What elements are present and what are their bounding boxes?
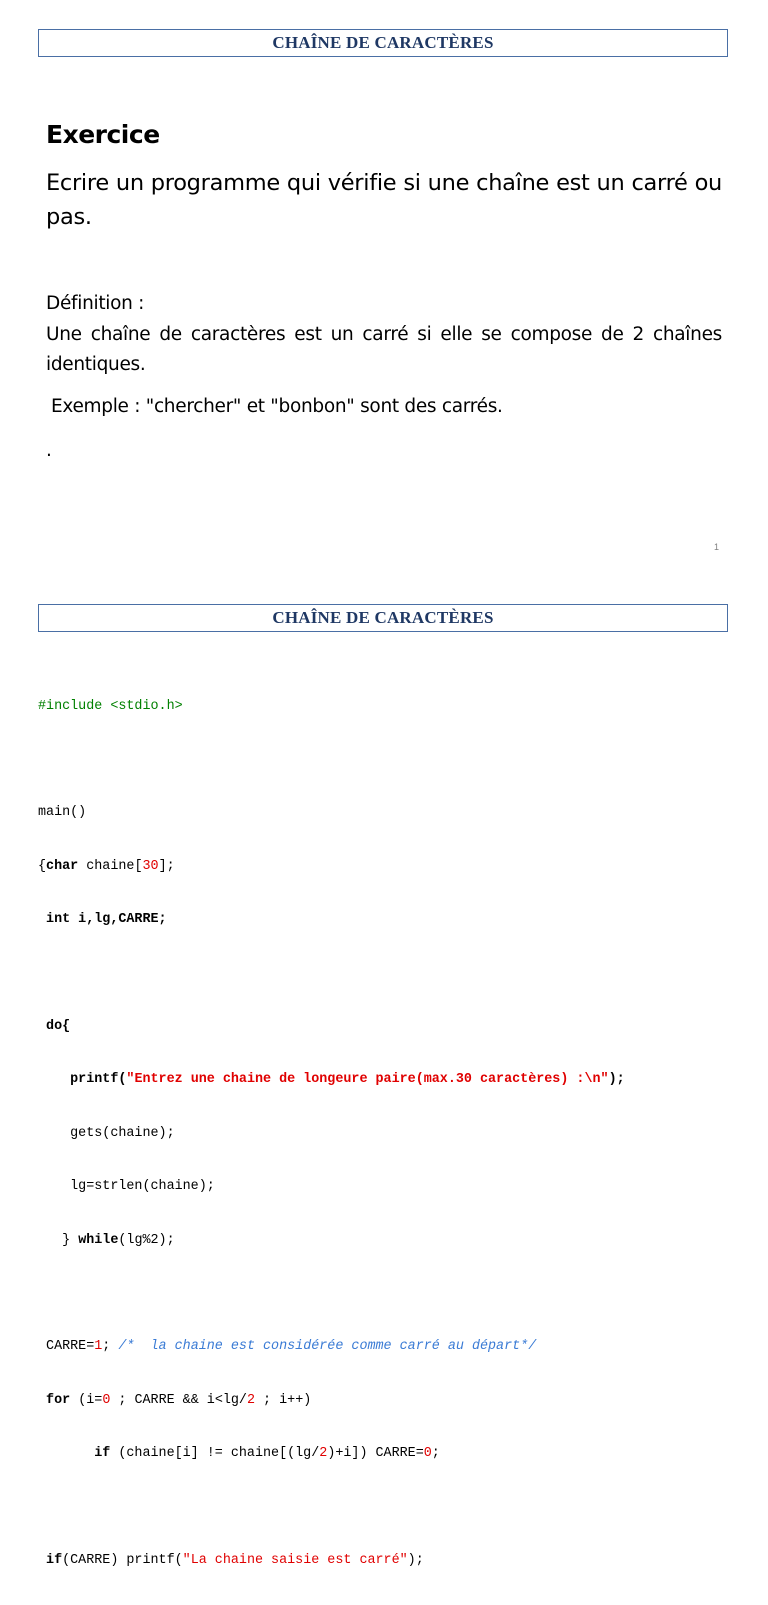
code-text: {: [38, 858, 47, 874]
code-comment: /* la chaine est considérée comme carré au départ*/: [118, 1339, 537, 1355]
slide-2: [0, 580, 768, 1568]
code-text: );: [608, 1072, 625, 1088]
exercise-statement: Ecrire un programme qui vérifie si une chaîne est un carré ou pas.: [46, 170, 722, 230]
code-blank-line: [38, 1285, 625, 1303]
code-text: }: [38, 1232, 79, 1248]
code-keyword: for: [38, 1392, 71, 1408]
code-text: ; CARRE && i<lg/: [110, 1392, 247, 1408]
code-keyword: int i,lg,CARRE;: [38, 912, 167, 928]
code-text: (i=: [70, 1392, 103, 1408]
code-number: 30: [142, 858, 159, 874]
example-text: Exemple : "chercher" et "bonbon" sont des carrés.: [51, 396, 503, 417]
code-keyword: do{: [38, 1018, 71, 1034]
code-number: 2: [246, 1392, 256, 1408]
code-text: );: [407, 1552, 424, 1568]
code-line: [38, 1071, 625, 1089]
code-text: chaine[: [78, 858, 143, 874]
code-line: [38, 804, 625, 822]
include-directive: #include <stdio.h>: [38, 698, 183, 714]
slide-1: [0, 0, 768, 580]
code-line: [38, 1338, 625, 1356]
code-text: gets(chaine);: [38, 1125, 175, 1141]
code-blank-line: [38, 751, 625, 769]
code-number: 2: [319, 1446, 328, 1462]
code-text: CARRE=: [38, 1339, 95, 1355]
code-blank-line: [38, 1498, 625, 1516]
exercise-heading: Exercice: [46, 120, 160, 149]
code-text: (CARRE) printf(: [62, 1552, 183, 1568]
slide-title: CHAÎNE DE CARACTÈRES: [38, 604, 728, 632]
slide-title: CHAÎNE DE CARACTÈRES: [38, 29, 728, 57]
code-text: ; i++): [255, 1392, 312, 1408]
definition-label: Définition :: [46, 293, 145, 314]
code-line: [38, 1392, 625, 1410]
code-blank-line: [38, 965, 625, 983]
trailing-dot: .: [46, 440, 52, 461]
code-text: ;: [431, 1446, 440, 1462]
code-text: (chaine[i] != chaine[(lg/: [110, 1446, 320, 1462]
code-text: printf(: [38, 1072, 127, 1088]
code-keyword: if: [94, 1446, 111, 1462]
code-listing: [38, 662, 625, 1605]
page-number: 1: [714, 542, 720, 552]
code-number: 0: [102, 1392, 111, 1408]
code-text: (lg%2);: [118, 1232, 175, 1248]
code-line: [38, 1232, 625, 1250]
code-text: main(): [38, 805, 87, 821]
code-text: ];: [158, 858, 175, 874]
code-number: 1: [94, 1339, 103, 1355]
code-line: [38, 698, 625, 716]
code-line: [38, 1018, 625, 1036]
code-line: [38, 858, 625, 876]
code-line: [38, 911, 625, 929]
code-text: lg=strlen(chaine);: [38, 1179, 215, 1195]
definition-text: Une chaîne de caractères est un carré si elle se compose de 2 chaînes identiques.: [46, 324, 722, 375]
code-text: ;: [102, 1339, 119, 1355]
code-keyword: if: [38, 1552, 63, 1568]
code-line: [38, 1552, 625, 1570]
code-keyword: while: [78, 1232, 119, 1248]
code-number: 0: [423, 1446, 432, 1462]
code-text: [38, 1446, 94, 1461]
code-string: "Entrez une chaine de longeure paire(max.30 caractères) :\n": [126, 1072, 609, 1088]
code-line: [38, 1125, 625, 1143]
code-keyword: char: [46, 858, 79, 874]
code-text: )+i]) CARRE=: [327, 1446, 424, 1462]
code-string: "La chaine saisie est carré": [182, 1552, 408, 1568]
code-line: [38, 1445, 625, 1463]
code-line: [38, 1178, 625, 1196]
